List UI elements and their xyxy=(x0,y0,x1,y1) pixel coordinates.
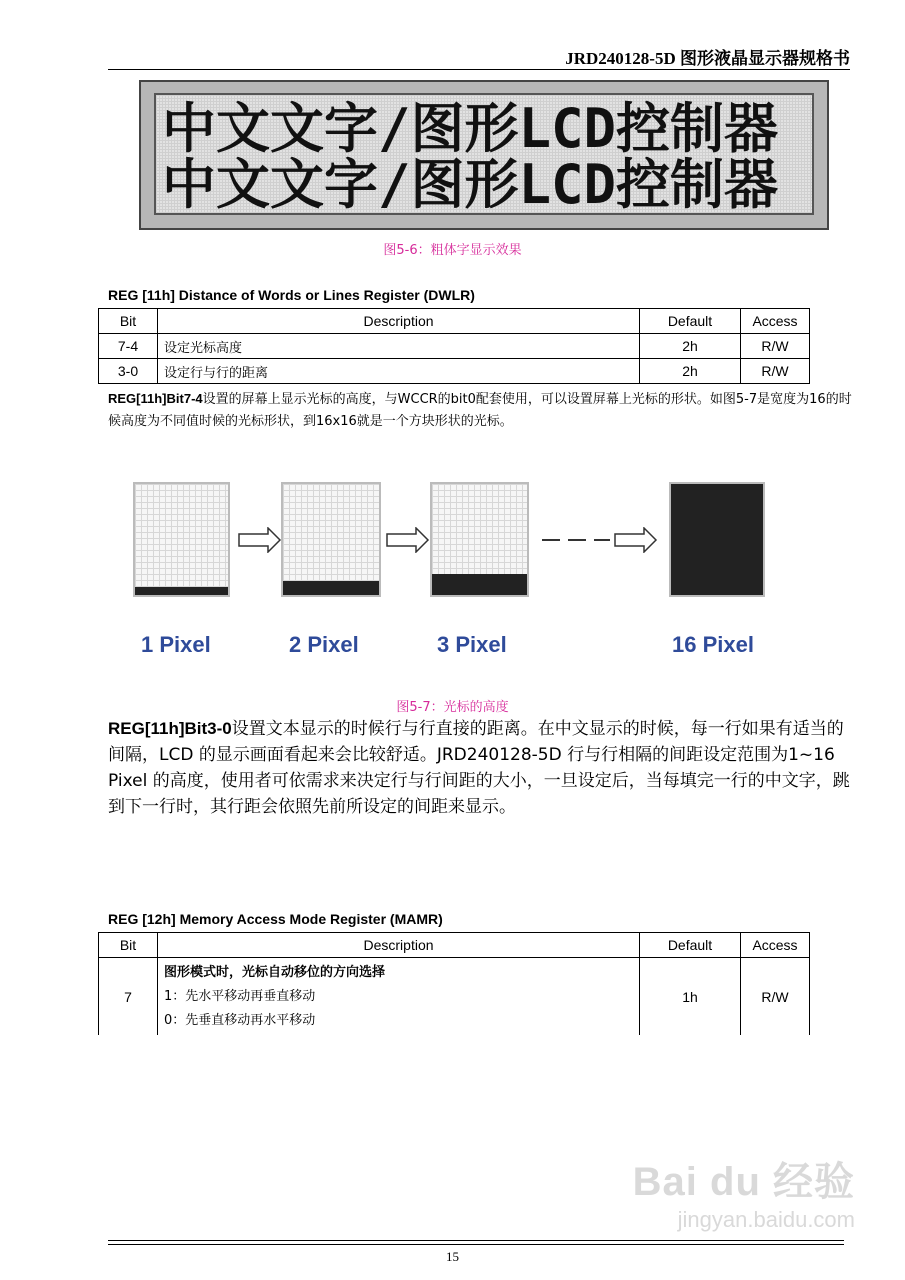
column-header: Bit xyxy=(99,933,158,958)
header-rule xyxy=(108,69,850,70)
figure-5-7-caption: 图5-7：光标的高度 xyxy=(396,700,509,715)
lcd-line-1: 中文文字/图形LCD控制器 xyxy=(162,97,779,160)
desc-option-0: 0：先垂直移动再水平移动 xyxy=(164,1013,316,1028)
cursor-bar xyxy=(135,587,228,595)
table-header-row xyxy=(99,309,810,334)
dashed-arrow-icon xyxy=(540,527,660,553)
bit-cell: 3-0 xyxy=(99,359,158,384)
access-cell: R/W xyxy=(741,958,810,1036)
cursor-bar xyxy=(432,574,527,595)
lcd-bold-font-figure xyxy=(139,80,829,230)
description-cell xyxy=(158,958,640,1036)
cursor-bar xyxy=(671,484,763,595)
default-cell: 2h xyxy=(640,359,741,384)
description-cell: 设定光标高度 xyxy=(158,334,640,359)
cursor-cell-16px xyxy=(669,482,765,597)
pixel-label-1: 1 Pixel xyxy=(141,632,211,657)
document-header-title: JRD240128-5D 图形液晶显示器规格书 xyxy=(565,49,850,68)
lcd-screen xyxy=(154,93,814,215)
baidu-watermark xyxy=(633,1150,855,1233)
column-header: Description xyxy=(158,933,640,958)
bit74-lead: REG[11h]Bit7-4 xyxy=(108,391,203,406)
pixel-label-3: 3 Pixel xyxy=(437,632,507,657)
access-cell: R/W xyxy=(741,334,810,359)
default-cell: 2h xyxy=(640,334,741,359)
bit30-text: 设置文本显示的时候行与行直接的距离。在中文显示的时候，每一行如果有适当的间隔，LCD 的显示画面看起来会比较舒适。JRD240128-5D 行与行相隔的间距设定范围为1~16 Pixel 的高度，使用者可依需求来决定行与行间距的大小，一旦设定后，当每填完一行的中文字，跳到下一行时，其行距会依照先前所设定的间距来显示。 xyxy=(108,719,850,817)
cursor-cell-1px xyxy=(133,482,230,597)
watermark-brand: Bai du 经验 xyxy=(632,1160,855,1204)
access-cell: R/W xyxy=(741,359,810,384)
arrow-right-icon xyxy=(238,527,282,553)
table-row xyxy=(99,334,810,359)
cursor-cell-3px xyxy=(430,482,529,597)
description-cell: 设定行与行的距离 xyxy=(158,359,640,384)
cursor-cell-2px xyxy=(281,482,381,597)
column-header: Default xyxy=(640,933,741,958)
column-header: Access xyxy=(741,309,810,334)
table-row xyxy=(99,359,810,384)
desc-title: 图形模式时，光标自动移位的方向选择 xyxy=(164,965,386,980)
pixel-label-16: 16 Pixel xyxy=(672,632,754,657)
cursor-bar xyxy=(283,581,379,595)
default-cell: 1h xyxy=(640,958,741,1036)
reg-11h-table xyxy=(98,308,810,384)
bit-cell: 7-4 xyxy=(99,334,158,359)
bit74-paragraph xyxy=(108,388,853,433)
bit74-text: 设置的屏幕上显示光标的高度，与WCCR的bit0配套使用，可以设置屏幕上光标的形状。如图5-7是宽度为16的时候高度为不同值时候的光标形状，到16x16就是一个方块形状的光标。 xyxy=(108,392,852,429)
figure-5-6-caption: 图5-6：粗体字显示效果 xyxy=(383,243,522,258)
footer-rule xyxy=(108,1244,844,1245)
arrow-right-icon xyxy=(386,527,430,553)
bit30-lead: REG[11h]Bit3-0 xyxy=(108,719,232,738)
desc-option-1: 1：先水平移动再垂直移动 xyxy=(164,989,316,1004)
bit30-paragraph xyxy=(108,716,853,820)
lcd-line-2: 中文文字/图形LCD控制器 xyxy=(162,153,779,216)
table-row xyxy=(99,958,810,1036)
bit-cell: 7 xyxy=(99,958,158,1036)
column-header: Access xyxy=(741,933,810,958)
footer-rule xyxy=(108,1240,844,1241)
column-header: Default xyxy=(640,309,741,334)
reg-11h-title: REG [11h] Distance of Words or Lines Register (DWLR) xyxy=(108,287,475,303)
pixel-label-2: 2 Pixel xyxy=(289,632,359,657)
reg-12h-table xyxy=(98,932,810,1035)
table-header-row xyxy=(99,933,810,958)
column-header: Description xyxy=(158,309,640,334)
watermark-url: jingyan.baidu.com xyxy=(677,1207,855,1232)
column-header: Bit xyxy=(99,309,158,334)
page-number: 15 xyxy=(446,1249,459,1264)
reg-12h-title: REG [12h] Memory Access Mode Register (MAMR) xyxy=(108,911,443,927)
